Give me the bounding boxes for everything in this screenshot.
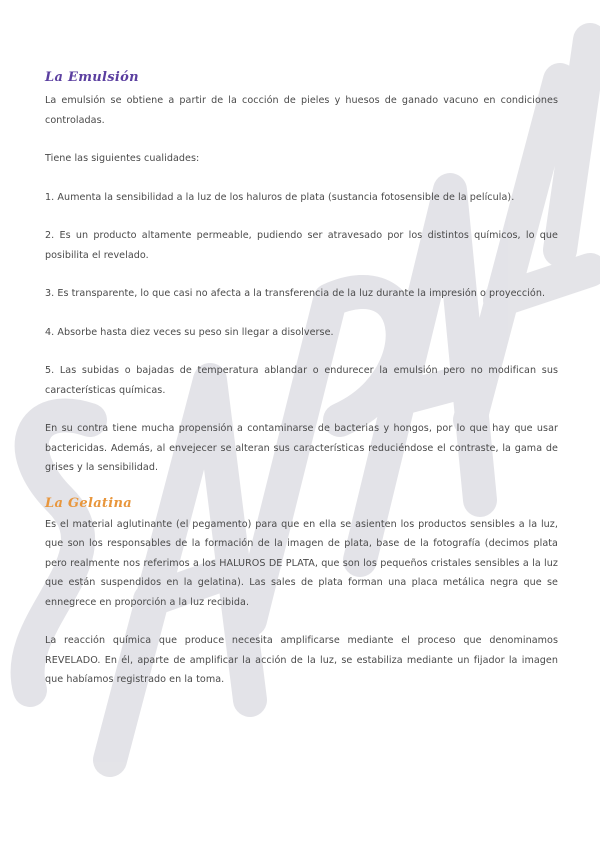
gelatina-paragraph-1: Es el material aglutinante (el pegamento) para que en ella se asienten los productos sensibles a la luz, que son los responsables de la formación de la imagen de plata, base de la fotografía (decimos plata pero realmente nos referimos a los HALUROS DE PLATA, que son los pequeños cristales sensibles a la luz que están suspendidos en la gelatina). Las sales de plata forman una placa metálica negra que se ennegrece en proporción a la luz recibida. (45, 518, 558, 608)
quality-item-2: 2. Es un producto altamente permeable, pudiendo ser atravesado por los distintos químicos, lo que posibilita el revelado. (45, 230, 558, 261)
gelatina-paragraph-2: La reacción química que produce necesita amplificarse mediante el proceso que denominamos REVELADO. En él, aparte de amplificar la acción de la luz, se estabiliza mediante un fijador la imagen que habíamos registrado en la toma. (45, 635, 558, 685)
quality-item-1: 1. Aumenta la sensibilidad a la luz de los haluros de plata (sustancia fotosensible de la película). (45, 191, 515, 203)
qualities-heading: Tiene las siguientes cualidades: (45, 153, 200, 164)
quality-item-4: 4. Absorbe hasta diez veces su peso sin llegar a disolverse. (45, 326, 334, 338)
quality-item-5: 5. Las subidas o bajadas de temperatura ablandar o endurecer la emulsión pero no modifican sus características químicas. (45, 365, 558, 396)
emulsion-conclusion: En su contra tiene mucha propensión a contaminarse de bacterias y hongos, por lo que hay que usar bactericidas. Además, al envejecer se alteran sus características reduciéndose el contraste, la gama de grises y la sensibilidad. (45, 423, 558, 473)
quality-item-3: 3. Es transparente, lo que casi no afecta a la transferencia de la luz durante la impresión o proyección. (45, 288, 546, 299)
emulsion-intro: La emulsión se obtiene a partir de la cocción de pieles y huesos de ganado vacuno en condiciones controladas. (45, 95, 558, 126)
section-title-emulsion: La Emulsión (45, 70, 139, 85)
section-title-gelatina: La Gelatina (45, 495, 132, 511)
document-body (45, 70, 558, 690)
